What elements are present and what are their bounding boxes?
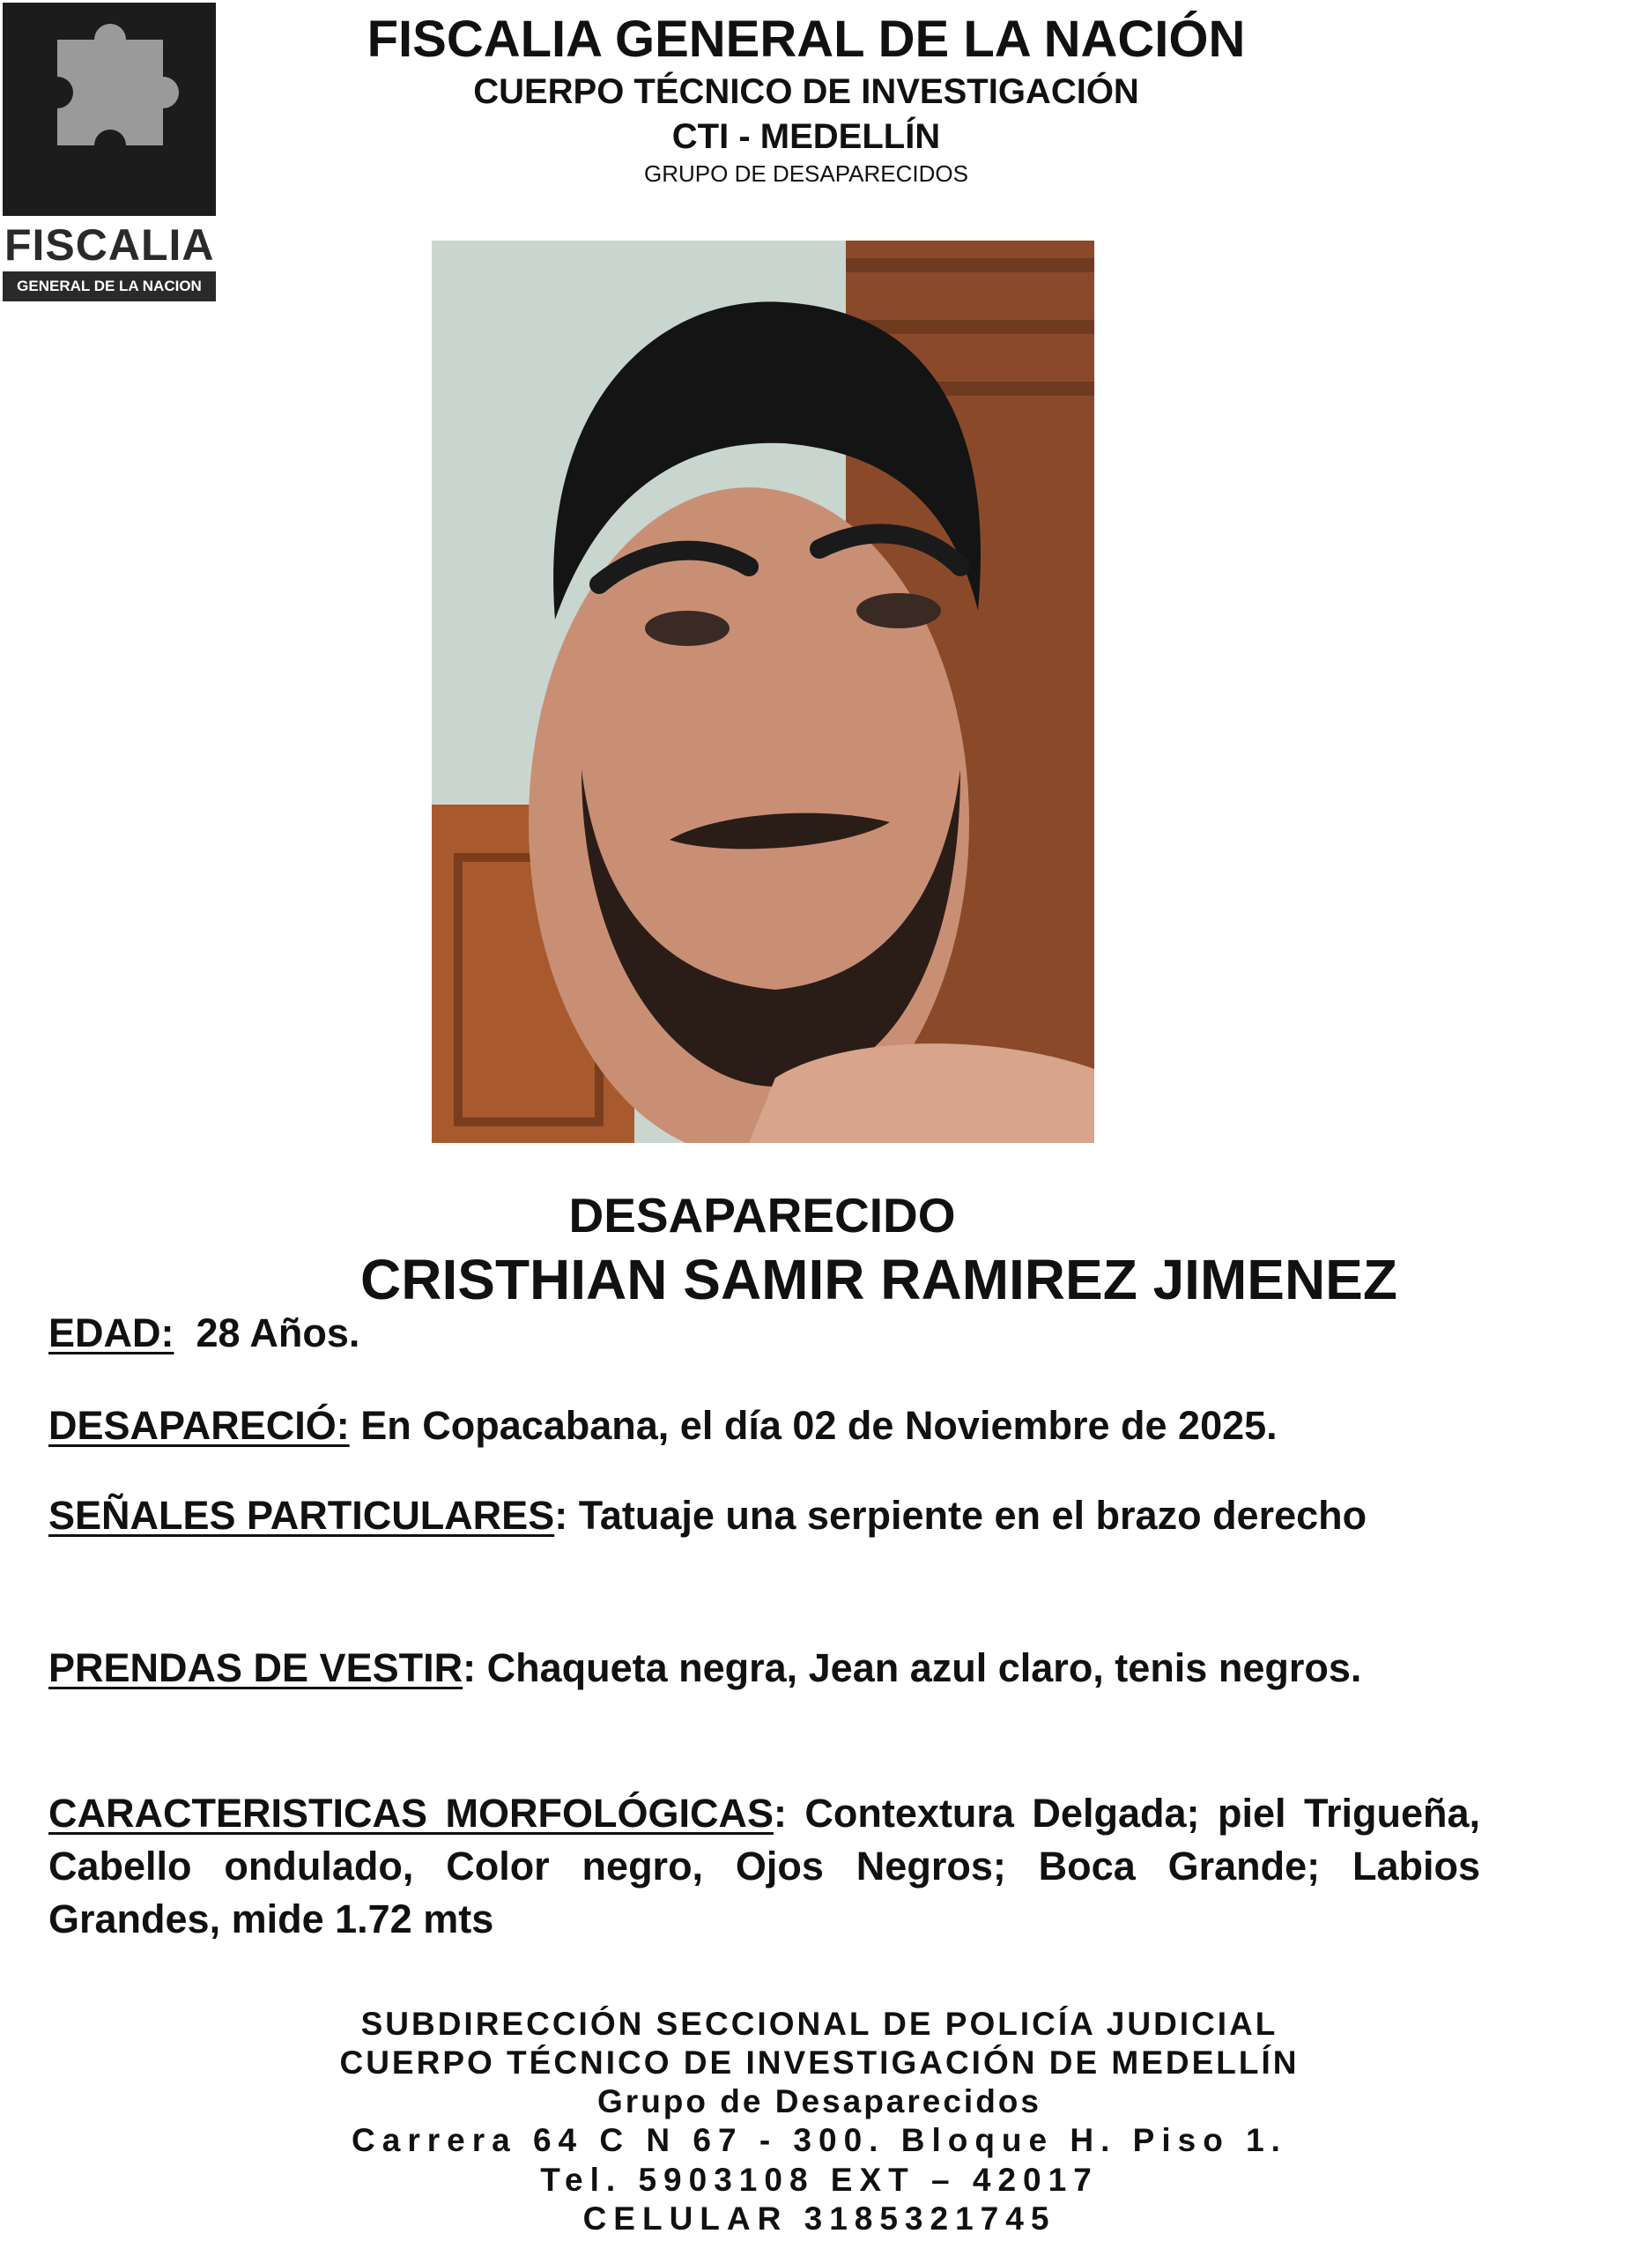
missing-person-photo xyxy=(432,241,1094,1143)
header-institution: FISCALIA GENERAL DE LA NACIÓN xyxy=(367,11,1246,68)
field-morphology-label: CARACTERISTICAS MORFOLÓGICAS xyxy=(48,1791,774,1836)
field-morphology-value: : Contextura Delgada; piel Trigueña, Cabello ondulado, Color negro, Ojos Negros; Boca Grande; Labios Grandes, mide 1.72 mts xyxy=(48,1791,1480,1941)
footer-line-3: Grupo de Desaparecidos xyxy=(597,2083,1041,2119)
field-disappeared-label: DESAPARECIÓ: xyxy=(48,1403,350,1448)
logo-subline: GENERAL DE LA NACION xyxy=(3,271,216,301)
field-age-label: EDAD: xyxy=(48,1310,174,1355)
footer-phone: Tel. 5903108 EXT – 42017 xyxy=(540,2162,1099,2198)
field-clothing-label: PRENDAS DE VESTIR xyxy=(48,1645,463,1690)
field-clothing xyxy=(48,1642,1480,1695)
field-disappeared xyxy=(48,1399,1480,1452)
field-morphology xyxy=(48,1787,1480,1946)
fiscalia-logo xyxy=(3,3,216,304)
field-marks-label: SEÑALES PARTICULARES xyxy=(48,1493,555,1538)
field-clothing-value: : Chaqueta negra, Jean azul claro, tenis negros. xyxy=(463,1645,1362,1690)
field-age-value: 28 Años. xyxy=(196,1310,360,1355)
field-age xyxy=(48,1307,1480,1360)
puzzle-logo-icon xyxy=(3,3,216,216)
field-marks xyxy=(48,1489,1480,1542)
footer-line-2: CUERPO TÉCNICO DE INVESTIGACIÓN DE MEDELLÍN xyxy=(339,2044,1300,2081)
footer-address: Carrera 64 C N 67 - 300. Bloque H. Piso 1. xyxy=(352,2122,1287,2158)
person-name: CRISTHIAN SAMIR RAMIREZ JIMENEZ xyxy=(360,1248,1397,1311)
header-city: CTI - MEDELLÍN xyxy=(671,117,941,156)
status-title: DESAPARECIDO xyxy=(568,1188,956,1243)
field-marks-value: : Tatuaje una serpiente en el brazo derecho xyxy=(554,1493,1367,1538)
header-department: CUERPO TÉCNICO DE INVESTIGACIÓN xyxy=(473,72,1139,111)
footer-mobile: CELULAR 3185321745 xyxy=(582,2200,1056,2237)
footer-line-1: SUBDIRECCIÓN SECCIONAL DE POLICÍA JUDICIAL xyxy=(360,2006,1278,2042)
field-disappeared-value: En Copacabana, el día 02 de Noviembre de 2025. xyxy=(360,1403,1278,1448)
logo-wordmark: FISCALIA xyxy=(4,220,215,270)
header-group: GRUPO DE DESAPARECIDOS xyxy=(644,160,968,187)
